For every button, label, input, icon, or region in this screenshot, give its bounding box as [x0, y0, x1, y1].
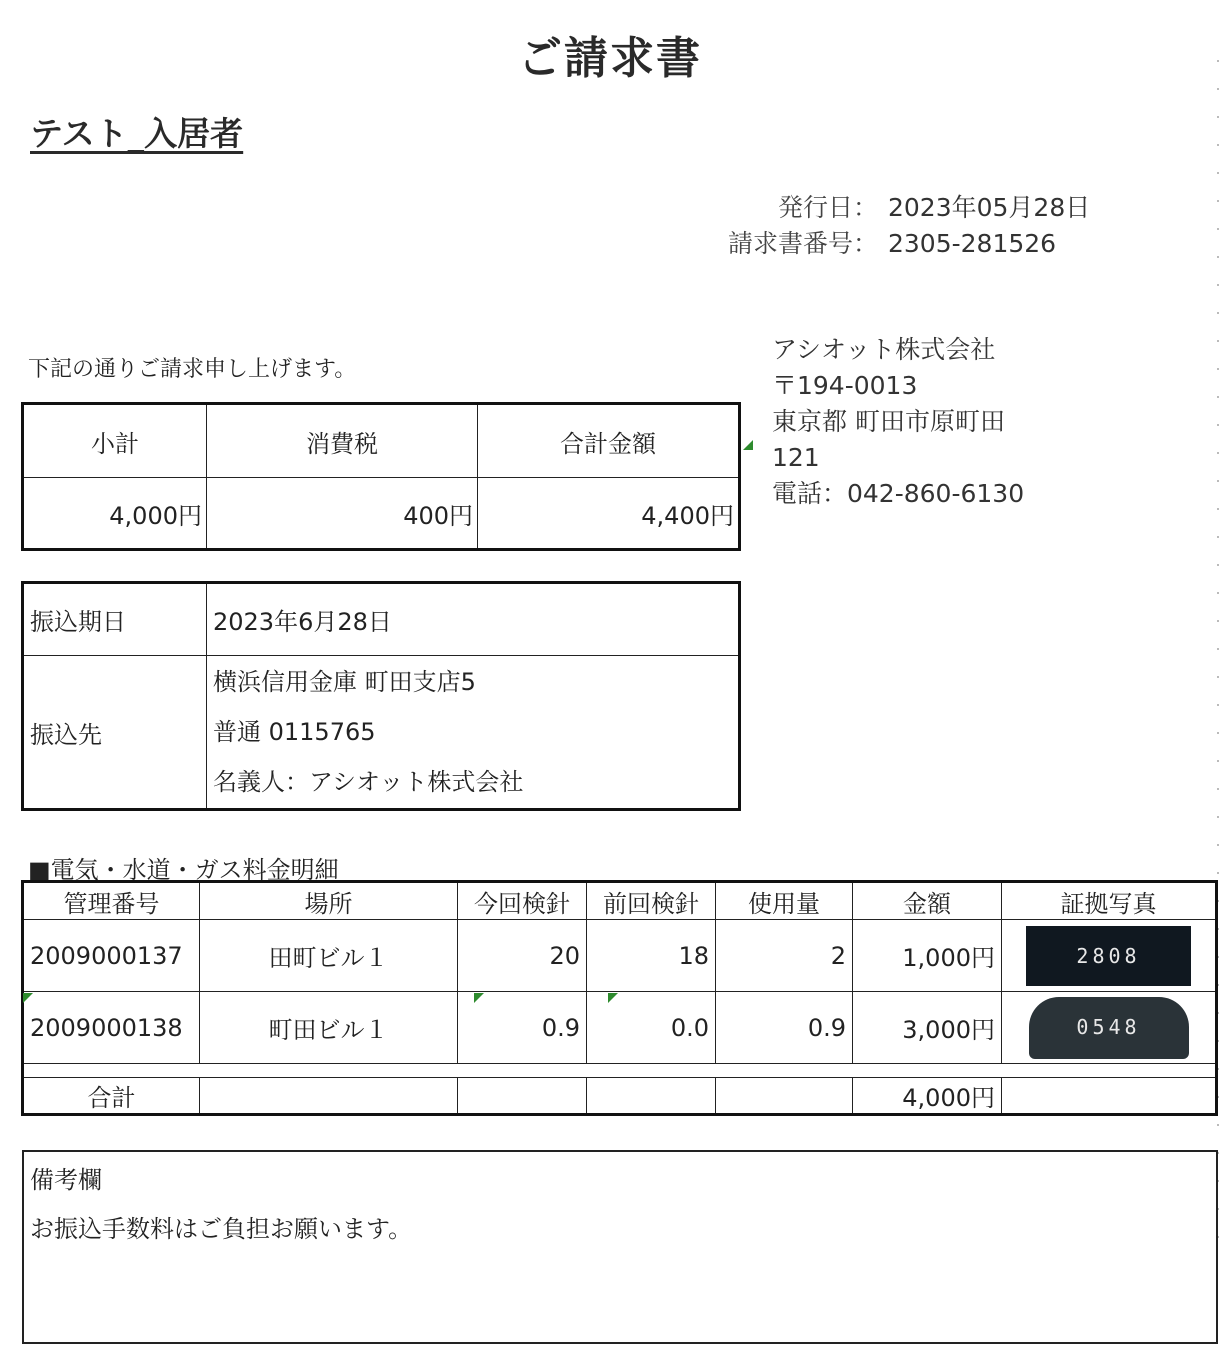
table-row [23, 920, 1217, 992]
section-label: ■電気・水道・ガス料金明細 [28, 856, 339, 884]
account-holder: 名義人：アシオット株式会社 [213, 768, 524, 796]
total-row [23, 1078, 1217, 1115]
recipient-name: テスト_入居者 [30, 114, 244, 153]
row-usage: 2 [716, 920, 853, 992]
issue-date-row [728, 188, 1090, 224]
row-id: 2009000137 [23, 920, 200, 992]
row-place: 田町ビル１ [200, 920, 458, 992]
spacer-row [23, 1064, 1217, 1078]
cell-comment-marker [743, 440, 753, 450]
destination-value [207, 656, 740, 810]
row-photo-cell[interactable] [1002, 920, 1217, 992]
row-place: 町田ビル１ [200, 992, 458, 1064]
empty-cell [200, 1078, 458, 1115]
col-header-photo: 証拠写真 [1002, 882, 1217, 920]
issue-date-value: 2023年05月28日 [888, 193, 1091, 222]
total-value: 4,400円 [478, 478, 740, 550]
col-header-previous: 前回検針 [587, 882, 716, 920]
col-header-current: 今回検針 [458, 882, 587, 920]
row-current: 0.9 [458, 992, 587, 1064]
company-postal: 〒194-0013 [772, 371, 918, 400]
cell-comment-marker [608, 993, 618, 1003]
meter-photo[interactable]: 2808 [1026, 926, 1191, 986]
due-date-value: 2023年6月28日 [207, 583, 740, 656]
empty-cell [1002, 1078, 1217, 1115]
total-header: 合計金額 [478, 404, 740, 478]
remarks-label: 備考欄 [30, 1166, 102, 1194]
destination-label: 振込先 [23, 656, 207, 810]
remarks-text: お振込手数料はご負担お願います。 [30, 1215, 413, 1243]
row-amount: 3,000円 [853, 992, 1002, 1064]
row-previous: 18 [587, 920, 716, 992]
tax-header: 消費税 [207, 404, 478, 478]
due-date-label: 振込期日 [23, 583, 207, 656]
col-header-id: 管理番号 [23, 882, 200, 920]
summary-table [21, 402, 741, 551]
table-row [23, 992, 1217, 1064]
remarks-box [22, 1150, 1218, 1344]
payment-table [21, 581, 741, 811]
row-previous: 0.0 [587, 992, 716, 1064]
company-info [772, 332, 1024, 512]
subtotal-value: 4,000円 [23, 478, 207, 550]
company-address-1: 東京都 町田市原町田 [772, 407, 1005, 436]
usage-details-table [21, 880, 1218, 1116]
empty-cell [587, 1078, 716, 1115]
document-title: ご請求書 [518, 33, 702, 84]
total-label: 合計 [23, 1078, 200, 1115]
subtotal-header: 小計 [23, 404, 207, 478]
company-address-2: 121 [772, 443, 820, 472]
meter-photo[interactable]: 0548 [1029, 997, 1189, 1059]
col-header-usage: 使用量 [716, 882, 853, 920]
spacer-cell [23, 1064, 1217, 1078]
col-header-amount: 金額 [853, 882, 1002, 920]
account-number: 普通 0115765 [213, 718, 376, 746]
empty-cell [716, 1078, 853, 1115]
empty-cell [458, 1078, 587, 1115]
issue-date-label: 発行日： [777, 193, 878, 222]
cell-comment-marker [23, 993, 33, 1003]
invoice-number-row [728, 224, 1056, 260]
invoice-number-label: 請求書番号： [728, 229, 879, 258]
row-id: 2009000138 [23, 992, 200, 1064]
intro-text: 下記の通りご請求申し上げます。 [28, 357, 357, 382]
invoice-number-value: 2305-281526 [888, 229, 1057, 258]
bank-name: 横浜信用金庫 町田支店5 [213, 668, 476, 696]
row-current: 20 [458, 920, 587, 992]
company-phone: 電話：042-860-6130 [772, 479, 1025, 508]
row-amount: 1,000円 [853, 920, 1002, 992]
col-header-place: 場所 [200, 882, 458, 920]
row-photo-cell[interactable] [1002, 992, 1217, 1064]
total-amount: 4,000円 [853, 1078, 1002, 1115]
cell-comment-marker [474, 993, 484, 1003]
tax-value: 400円 [207, 478, 478, 550]
row-usage: 0.9 [716, 992, 853, 1064]
company-name: アシオット株式会社 [772, 335, 996, 364]
